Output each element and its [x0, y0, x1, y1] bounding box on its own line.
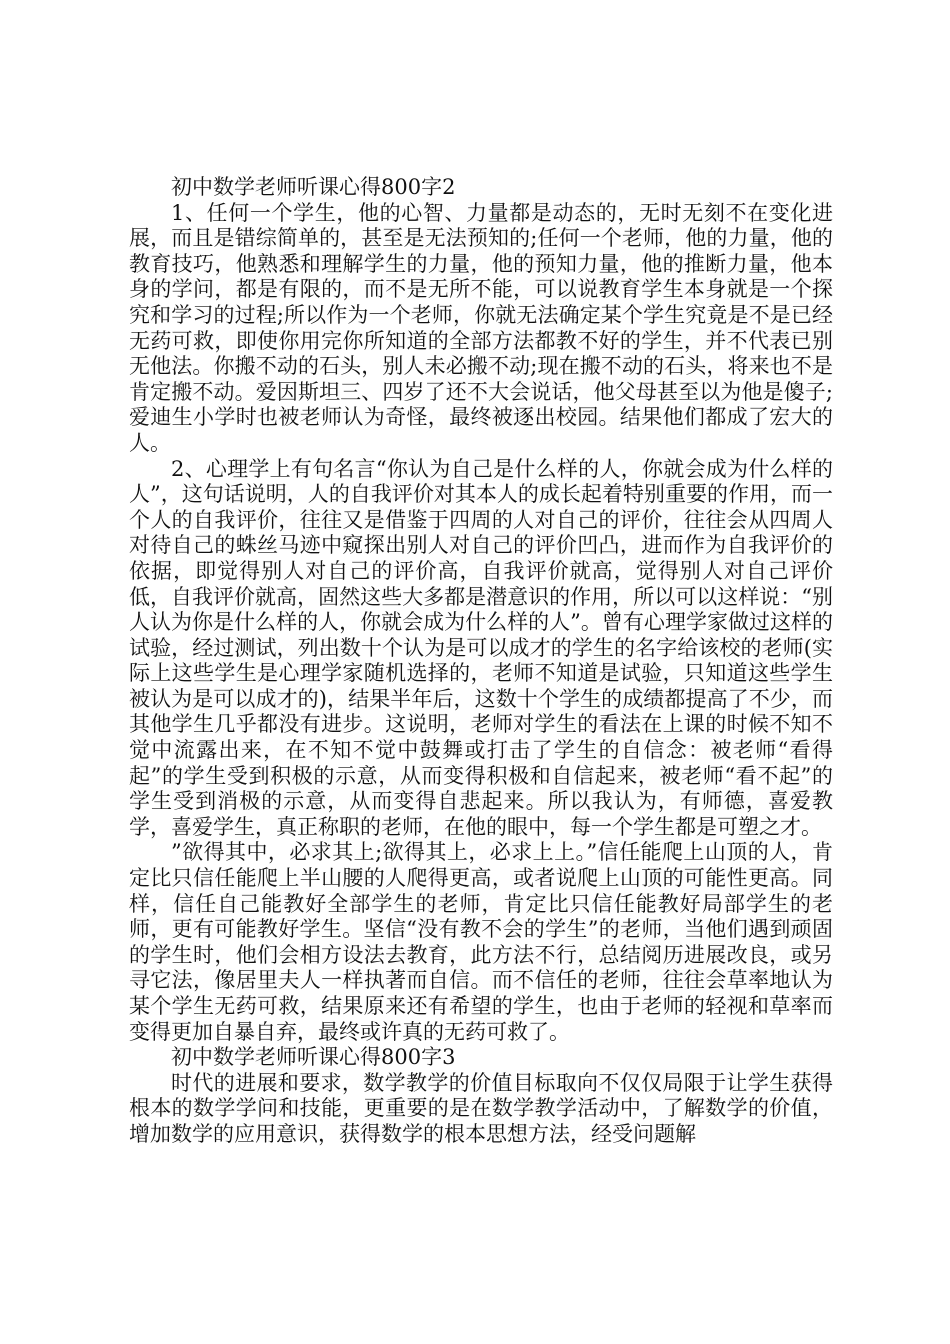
- paragraph-3: ”欲得其中，必求其上;欲得其上，必求上上。”信任能爬上山顶的人，肯定比只信任能爬上半山腰的人爬得更高，或者说爬上山顶的可能性更高。同样，信任自己能教好全部学生的老师，肯定比只信任能教好局部学生的老师，更有可能教好学生。坚信“没有教不会的学生”的老师，当他们遇到顽固的学生时，他们会相方设法去教育，此方法不行，总结阅历进展改良，或另寻它法，像居里夫人一样执著而自信。而不信任的老师，往往会草率地认为某个学生无药可救，结果原来还有希望的学生，也由于老师的轻视和草率而变得更加自暴自弃，最终或许真的无药可救了。: [129, 840, 833, 1044]
- section-heading-3: 初中数学老师听课心得800字3: [171, 1045, 456, 1070]
- paragraph-2: 2、心理学上有句名言“你认为自己是什么样的人，你就会成为什么样的人”，这句话说明，人的自我评价对其本人的成长起着特别重要的作用，而一个人的自我评价，往往又是借鉴于四周的人对自己的评价，往往会从四周人对待自己的蛛丝马迹中窥探出别人对自己的评价凹凸，进而作为自我评价的依据，即觉得别人对自己的评价高，自我评价就高，觉得别人对自己评价低，自我评价就高，固然这些大多都是潜意识的作用，所以可以这样说：“别人认为你是什么样的人，你就会成为什么样的人”。曾有心理学家做过这样的试验，经过测试，列出数十个认为是可以成才的学生的名字给该校的老师(实际上这些学生是心理学家随机选择的，老师不知道是试验，只知道这些学生被认为是可以成才的)，结果半年后，这数十个学生的成绩都提高了不少，而其他学生几乎都没有进步。这说明，老师对学生的看法在上课的时候不知不觉中流露出来，在不知不觉中鼓舞或打击了学生的自信念：被老师“看得起”的学生受到积极的示意，从而变得积极和自信起来，被老师“看不起”的学生受到消极的示意，从而变得自悲起来。所以我认为，有师德，喜爱教学，喜爱学生，真正称职的老师，在他的眼中，每一个学生都是可塑之才。: [129, 456, 833, 839]
- paragraph-1: 1、任何一个学生，他的心智、力量都是动态的，无时无刻不在变化进展，而且是错综简单的，甚至是无法预知的;任何一个老师，他的力量，他的教育技巧，他熟悉和理解学生的力量，他的预知力量，他的推断力量，他本身的学问，都是有限的，而不是无所不能，可以说教育学生本身就是一个探究和学习的过程;所以作为一个老师，你就无法确定某个学生究竟是不是已经无药可救，即使你用完你所知道的全部方法都教不好的学生，并不代表已别无他法。你搬不动的石头，别人未必搬不动;现在搬不动的石头，将来也不是肯定搬不动。爱因斯坦三、四岁了还不大会说话，他父母甚至以为他是傻子;爱迪生小学时也被老师认为奇怪，最终被逐出校园。结果他们都成了宏大的人。: [129, 200, 833, 455]
- document-body: [129, 175, 833, 1148]
- section-heading-2: 初中数学老师听课心得800字2: [171, 175, 456, 199]
- paragraph-4: 时代的进展和要求，数学教学的价值目标取向不仅仅局限于让学生获得根本的数学学问和技能，更重要的是在数学教学活动中，了解数学的价值，增加数学的应用意识，获得数学的根本思想方法，经受问题解: [129, 1070, 833, 1146]
